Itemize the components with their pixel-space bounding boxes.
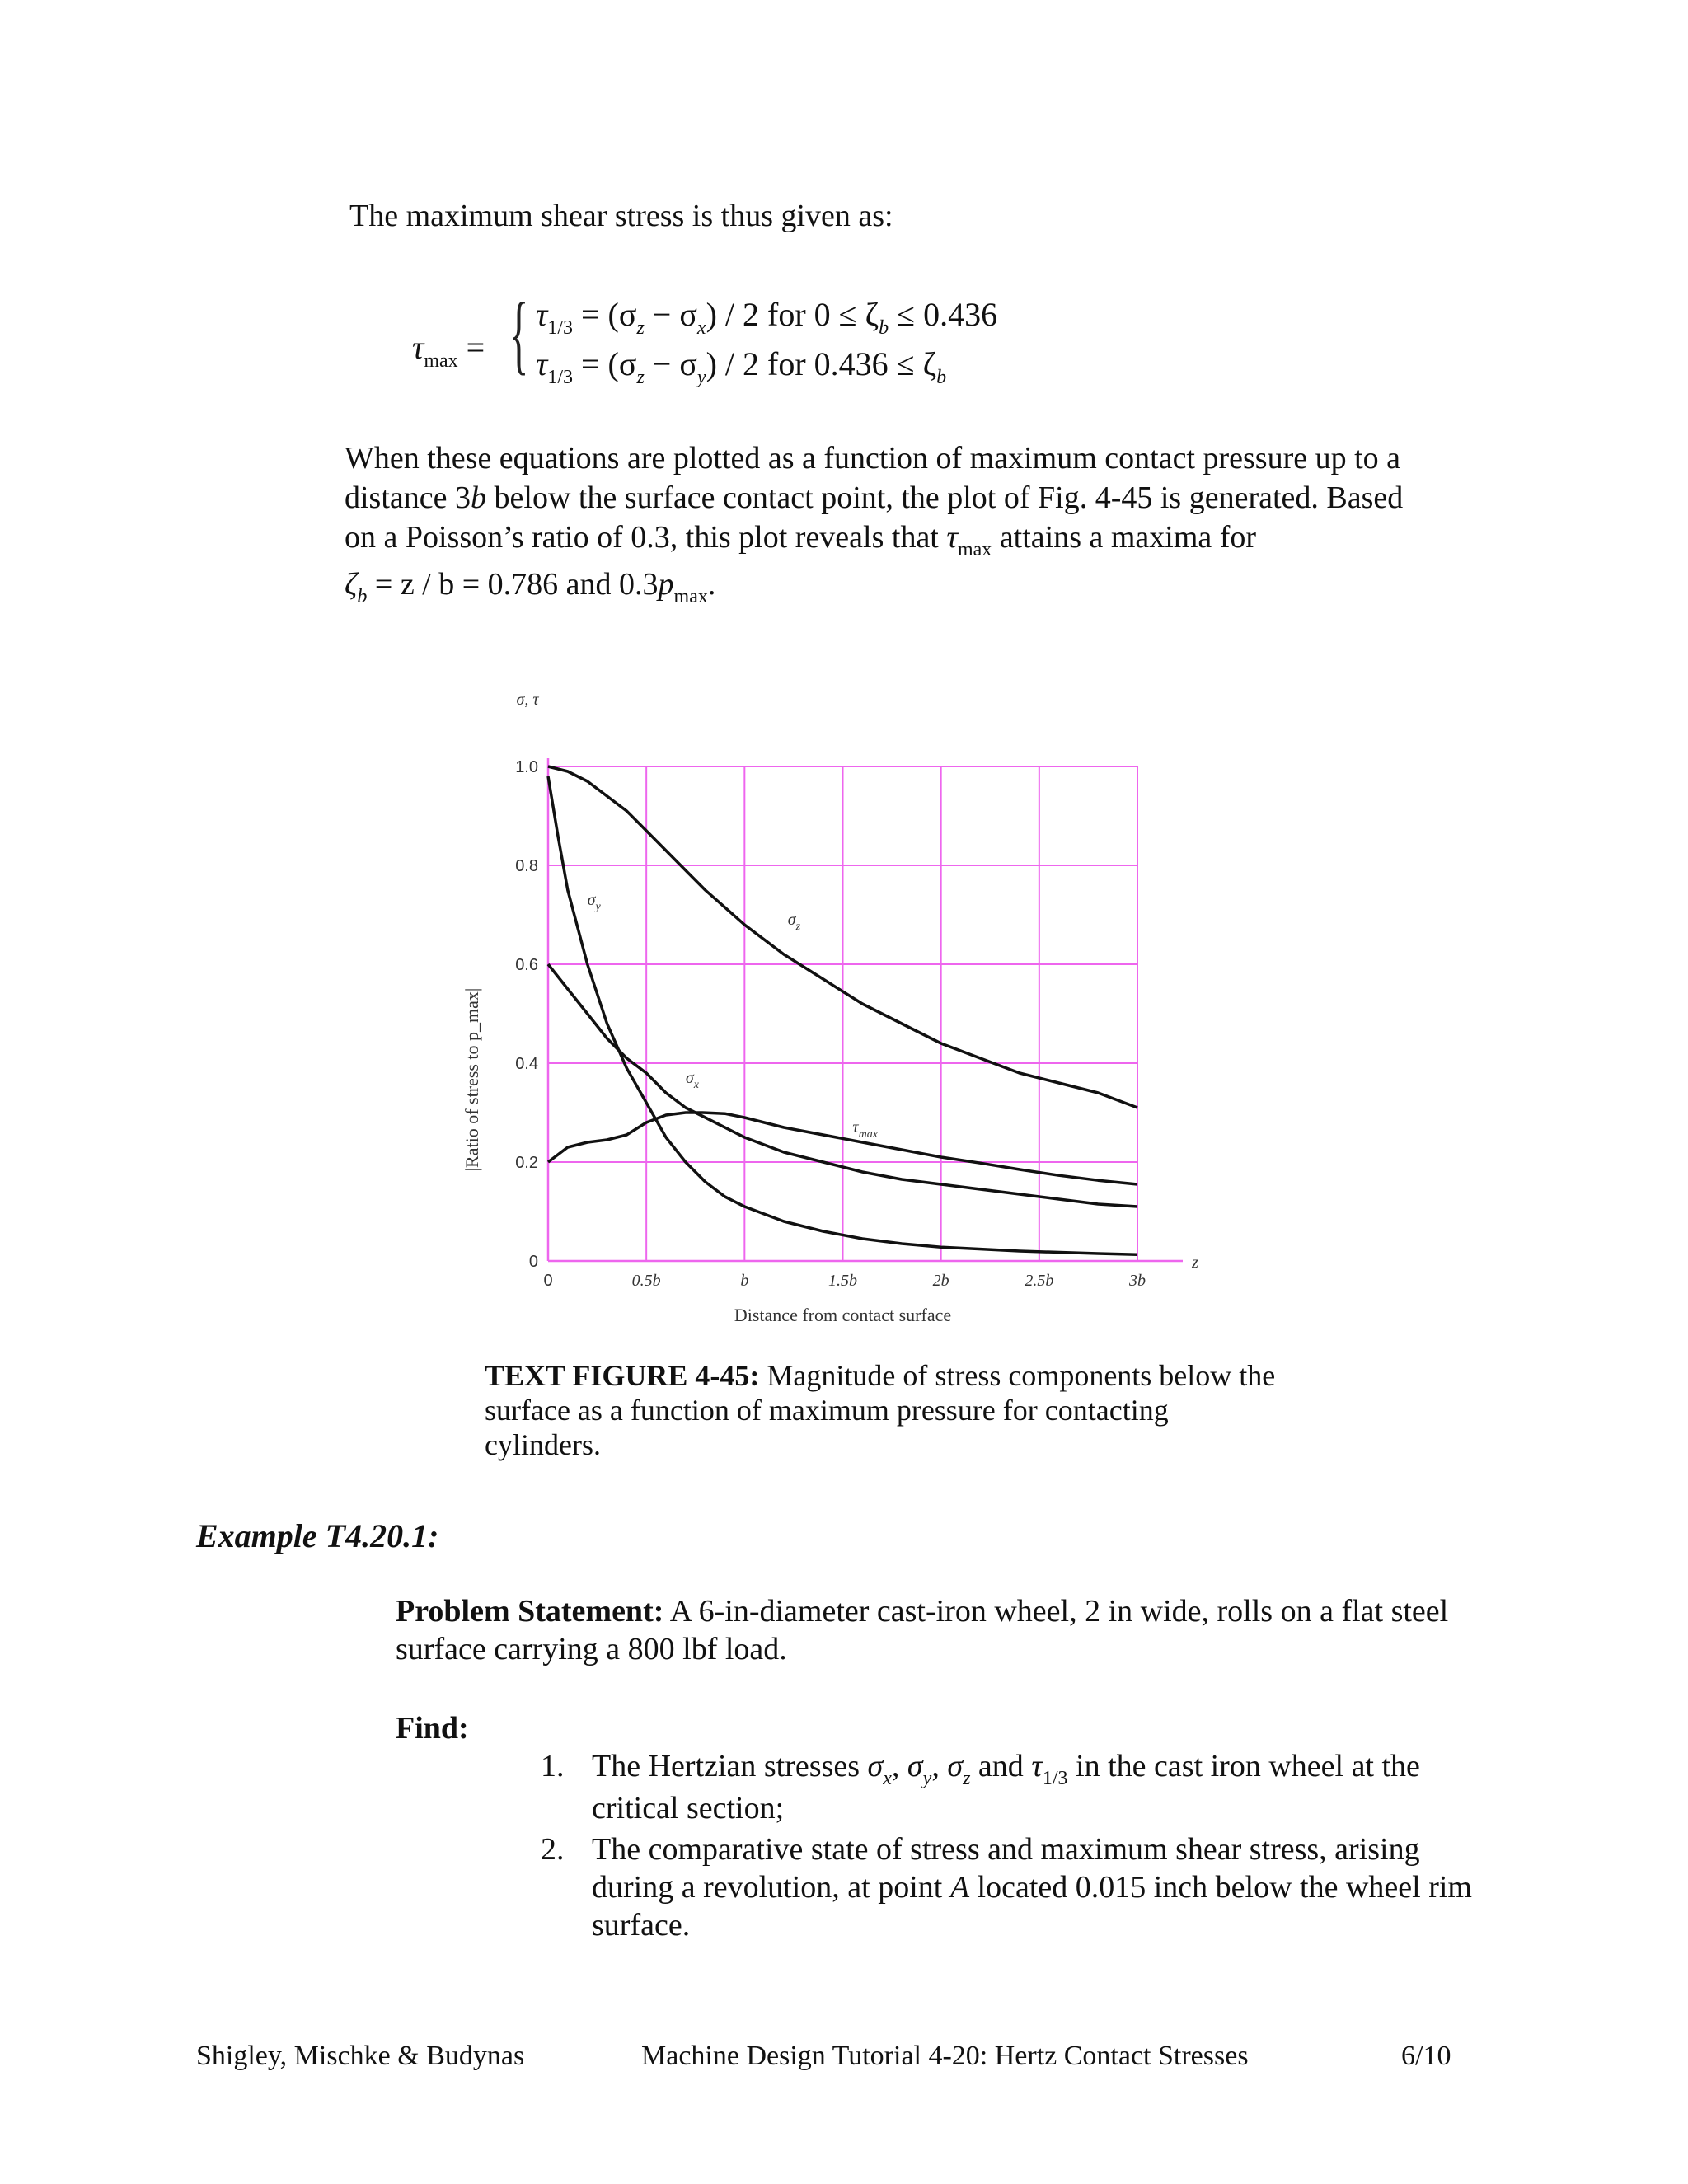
- paragraph-line-1: When these equations are plotted as a function of maximum contact pressure up to a: [345, 441, 1401, 476]
- problem-statement: [396, 1592, 1484, 1668]
- figure-caption: [485, 1358, 1276, 1462]
- p2b: b: [471, 480, 487, 515]
- y-tick-label: 0.6: [515, 956, 538, 974]
- item2-b: located 0.015 inch below the wheel rim surface.: [592, 1870, 1472, 1943]
- footer-page-number: 6/10: [1401, 2041, 1451, 2071]
- y-tick-label: 0: [528, 1253, 538, 1271]
- find-list: [541, 1747, 1489, 1944]
- item1-a: The Hertzian stresses: [592, 1749, 868, 1783]
- caption-label: TEXT FIGURE 4-45:: [485, 1359, 760, 1392]
- x-tick-label: 2.5b: [1025, 1272, 1054, 1290]
- x-tick-label: 3b: [1129, 1272, 1146, 1290]
- eq1-b: b: [879, 317, 889, 339]
- eq2-tau: τ: [536, 345, 548, 382]
- item1-sys: y: [922, 1768, 932, 1789]
- eq1-minus: − σ: [644, 296, 697, 333]
- item2-a: The comparative state of stress and maximum shear stress, arising during a revolution, at point: [592, 1832, 1420, 1905]
- equation-row-2: [536, 344, 947, 388]
- tau-subscript: max: [424, 350, 458, 372]
- find-label: Find:: [396, 1711, 469, 1746]
- list-item: [541, 1830, 1489, 1944]
- list-number: 1.: [541, 1749, 565, 1783]
- series-label-σx: $\sigma_x$: [685, 1069, 699, 1091]
- footer-title: Machine Design Tutorial 4-20: Hertz Contact Stresses: [641, 2041, 1249, 2071]
- eq2-b: b: [936, 367, 947, 388]
- eq1-tau: τ: [536, 296, 548, 333]
- stress-chart: [445, 684, 1236, 1343]
- y-tick-label: 0.2: [515, 1154, 538, 1172]
- problem-text: A 6-in-diameter cast-iron wheel, 2 in wide, rolls on a flat steel surface carrying a 800 lbf load.: [396, 1594, 1449, 1666]
- equation-lhs: [412, 328, 485, 372]
- item1-sxs: x: [883, 1768, 892, 1789]
- stress-chart-svg: [445, 684, 1236, 1343]
- x-tick-label: 0.5b: [631, 1272, 661, 1290]
- explanation-paragraph: [345, 438, 1515, 608]
- x-tick-label: 2b: [932, 1272, 950, 1290]
- series-label-σy: $\sigma_y$: [587, 891, 601, 913]
- x-tick-label: 1.5b: [828, 1272, 857, 1290]
- example-heading: Example T4.20.1:: [196, 1517, 439, 1554]
- series-label-τmax: $\tau_{max}$: [852, 1118, 878, 1141]
- item1-taus: 1/3: [1042, 1768, 1068, 1789]
- p4a: = z / b = 0.786 and 0.3: [367, 567, 659, 602]
- eq2-expr: = (σ: [581, 345, 637, 382]
- footer-authors: Shigley, Mischke & Budynas: [196, 2041, 525, 2071]
- eq1-x: x: [696, 317, 706, 339]
- equation-row-1: [536, 295, 998, 339]
- item1-sz: σ: [947, 1749, 964, 1783]
- caption-text: Magnitude of stress components below the surface as a function of maximum pressure for contacting cylinders.: [485, 1359, 1276, 1461]
- p3-tau: τ: [946, 520, 958, 555]
- x-axis-label: Distance from contact surface: [734, 1305, 952, 1325]
- p4-p: p: [658, 567, 674, 602]
- list-number: 2.: [541, 1832, 565, 1867]
- y-top-label: σ, τ: [516, 691, 539, 709]
- paragraph-line-4: [345, 565, 1515, 608]
- item1-tau: τ: [1031, 1749, 1043, 1783]
- item1-sep1: ,: [891, 1749, 907, 1783]
- series-label-σz: $\sigma_z$: [787, 911, 801, 933]
- p3a: on a Poisson’s ratio of 0.3, this plot reveals that: [345, 520, 947, 555]
- p4-sub: b: [357, 586, 368, 607]
- paragraph-line-2: [345, 478, 1515, 518]
- p3-sub: max: [957, 539, 992, 560]
- curly-brace: {: [509, 285, 529, 383]
- item1-b: in the cast iron wheel at the critical section;: [592, 1749, 1420, 1825]
- intro-text: The maximum shear stress is thus given as:: [349, 199, 893, 233]
- p4-end: .: [707, 567, 716, 602]
- item1-sy: σ: [907, 1749, 923, 1783]
- item1-and: and: [970, 1749, 1032, 1783]
- y-axis-label: |Ratio of stress to p_max|: [462, 987, 482, 1172]
- p4-zeta: ζ: [345, 567, 358, 602]
- p2c: below the surface contact point, the plot of Fig. 4-45 is generated. Based: [486, 480, 1404, 515]
- x-axis-variable: z: [1192, 1254, 1198, 1272]
- tau-symbol: τ: [412, 329, 424, 366]
- eq1-tail: ) / 2 for 0 ≤ ζ: [706, 296, 879, 333]
- problem-label: Problem Statement:: [396, 1594, 664, 1629]
- eq2-tau-sub: 1/3: [547, 367, 573, 388]
- p4-psub: max: [673, 586, 708, 607]
- item1-szs: z: [963, 1768, 971, 1789]
- x-tick-label: b: [740, 1272, 749, 1290]
- paragraph-line-3: [345, 518, 1515, 561]
- p3b: attains a maxima for: [992, 520, 1257, 555]
- eq1-expr: = (σ: [581, 296, 637, 333]
- eq1-end: ≤ 0.436: [889, 296, 998, 333]
- p2a: distance 3: [345, 480, 471, 515]
- x-tick-label: 0: [543, 1272, 553, 1290]
- eq1-z: z: [636, 317, 645, 339]
- y-tick-label: 1.0: [515, 758, 538, 776]
- max-shear-equation: [412, 285, 1154, 404]
- y-tick-label: 0.4: [515, 1055, 538, 1073]
- page-footer: [196, 2041, 1451, 2080]
- eq2-tail: ) / 2 for 0.436 ≤ ζ: [706, 345, 937, 382]
- eq1-tau-sub: 1/3: [547, 317, 573, 339]
- equals-sign: =: [466, 329, 485, 366]
- list-item: [541, 1747, 1489, 1827]
- eq2-minus: − σ: [644, 345, 697, 382]
- eq2-z: z: [636, 367, 645, 388]
- item1-sep2: ,: [931, 1749, 948, 1783]
- item1-sx: σ: [867, 1749, 884, 1783]
- eq2-y: y: [696, 367, 706, 388]
- item2-point: A: [950, 1870, 970, 1905]
- y-tick-label: 0.8: [515, 857, 538, 875]
